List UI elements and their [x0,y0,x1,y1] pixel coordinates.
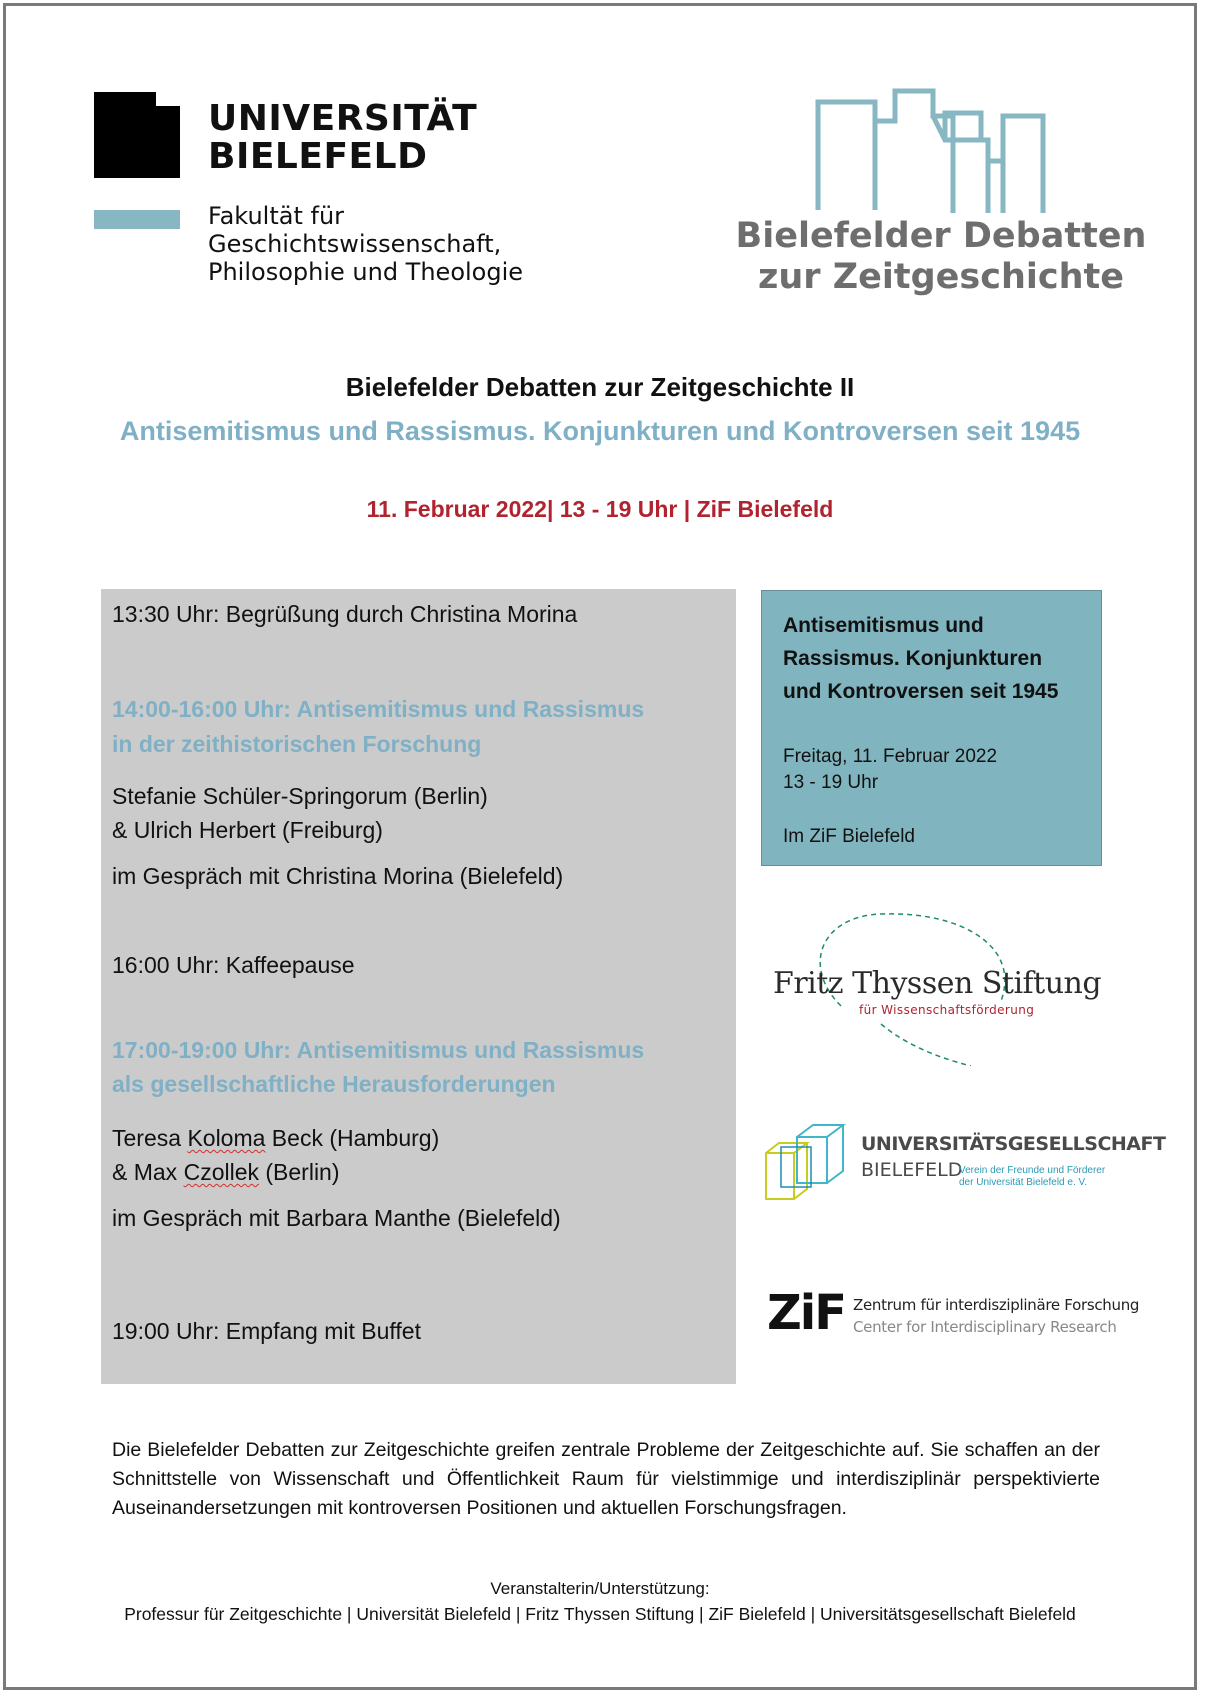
panel2-speaker2-last: (Berlin) [259,1159,340,1185]
zif-logo [761,1285,1140,1346]
series-logo [731,88,1151,308]
panel2-speaker1 [112,1121,439,1155]
university-logo-bar [94,210,180,229]
universitaetsgesellschaft-logo [761,1121,1166,1211]
zif-mark: ZiF [767,1285,846,1341]
series-description: Die Bielefelder Debatten zur Zeitgeschichte greifen zentrale Probleme der Zeitgeschichte auf. Sie schaffen an der Schnittstelle von Wissenschaft und Öffentlichkeit Raum für vielstimmige und interdisziplinär perspektivierte Auseinandersetzungen mit kontroversen Positionen und aktuellen Forschungsfragen. [112,1439,1100,1519]
info-box-title: Antisemitismus und Rassismus. Konjunkturen und Kontroversen seit 1945 [783,614,1059,703]
panel2-speaker1-last: Beck (Hamburg) [265,1125,440,1151]
panel2-speaker1-first: Teresa [112,1125,188,1151]
panel1-speaker1: Stefanie Schüler-Springorum (Berlin) [112,783,488,809]
panel2-speaker2 [112,1155,340,1189]
info-box-place: Im ZiF Bielefeld [783,826,915,847]
panel2-heading-line1: 17:00-19:00 Uhr: Antisemitismus und Rassismus [112,1037,645,1063]
skyline-icon [813,88,1063,213]
zif-name-de: Zentrum für interdisziplinäre Forschung [853,1296,1140,1314]
panel1-heading-line1: 14:00-16:00 Uhr: Antisemitismus und Rassismus [112,696,645,722]
program-break: 16:00 Uhr: Kaffeepause [112,952,355,978]
event-subtitle: Antisemitismus und Rassismus. Konjunkturen und Kontroversen seit 1945 [119,416,1081,446]
program-reception: 19:00 Uhr: Empfang mit Buffet [112,1318,421,1344]
event-title: Bielefelder Debatten zur Zeitgeschichte II [345,372,855,402]
fts-subtitle: für Wissenschaftsförderung [859,1003,1035,1017]
program-box [101,589,736,1384]
faculty-name: Fakultät für Geschichtswissenschaft, Philosophie und Theologie [208,202,524,286]
info-box [761,590,1102,866]
university-name: UNIVERSITÄT BIELEFELD [208,98,478,177]
panel2-heading-line2: als gesellschaftliche Herausforderungen [112,1071,556,1097]
fritz-thyssen-logo [761,906,1106,1066]
series-logo-text: Bielefelder Debatten zur Zeitgeschichte [735,216,1147,297]
program-welcome: 13:30 Uhr: Begrüßung durch Christina Morina [112,601,578,627]
zif-name-en: Center for Interdisciplinary Research [853,1318,1117,1336]
panel1-moderation: im Gespräch mit Christina Morina (Bielefeld) [112,863,564,889]
university-logo-mark-icon [94,92,180,178]
ug-name: UNIVERSITÄTSGESELLSCHAFT [861,1133,1166,1155]
panel1-speaker2: & Ulrich Herbert (Freiburg) [112,817,383,843]
flyer-page [3,3,1197,1690]
ug-verein: Verein der Freunde und Förderer der Universität Bielefeld e. V. [959,1165,1106,1188]
panel2-speaker2-mid: Czollek [183,1159,259,1185]
organizers-label: Veranstalterin/Unterstützung: [490,1579,710,1598]
info-box-time: 13 - 19 Uhr [783,772,879,793]
panel2-speaker1-mid: Koloma [187,1125,266,1151]
university-logo [94,92,534,292]
organizers-list: Professur für Zeitgeschichte | Universität Bielefeld | Fritz Thyssen Stiftung | ZiF Bielefeld | Universitätsgesellschaft Bielefeld [124,1604,1076,1624]
ug-city: BIELEFELD [861,1159,963,1181]
event-date-line: 11. Februar 2022| 13 - 19 Uhr | ZiF Bielefeld [366,496,834,522]
info-box-day: Freitag, 11. Februar 2022 [783,746,998,767]
panel1-heading-line2: in der zeithistorischen Forschung [112,731,482,757]
ug-cubes-icon [761,1121,856,1206]
panel2-moderation: im Gespräch mit Barbara Manthe (Bielefeld) [112,1205,561,1231]
fts-name: Fritz Thyssen Stiftung [773,966,1102,1001]
panel2-speaker2-first: & Max [112,1159,184,1185]
